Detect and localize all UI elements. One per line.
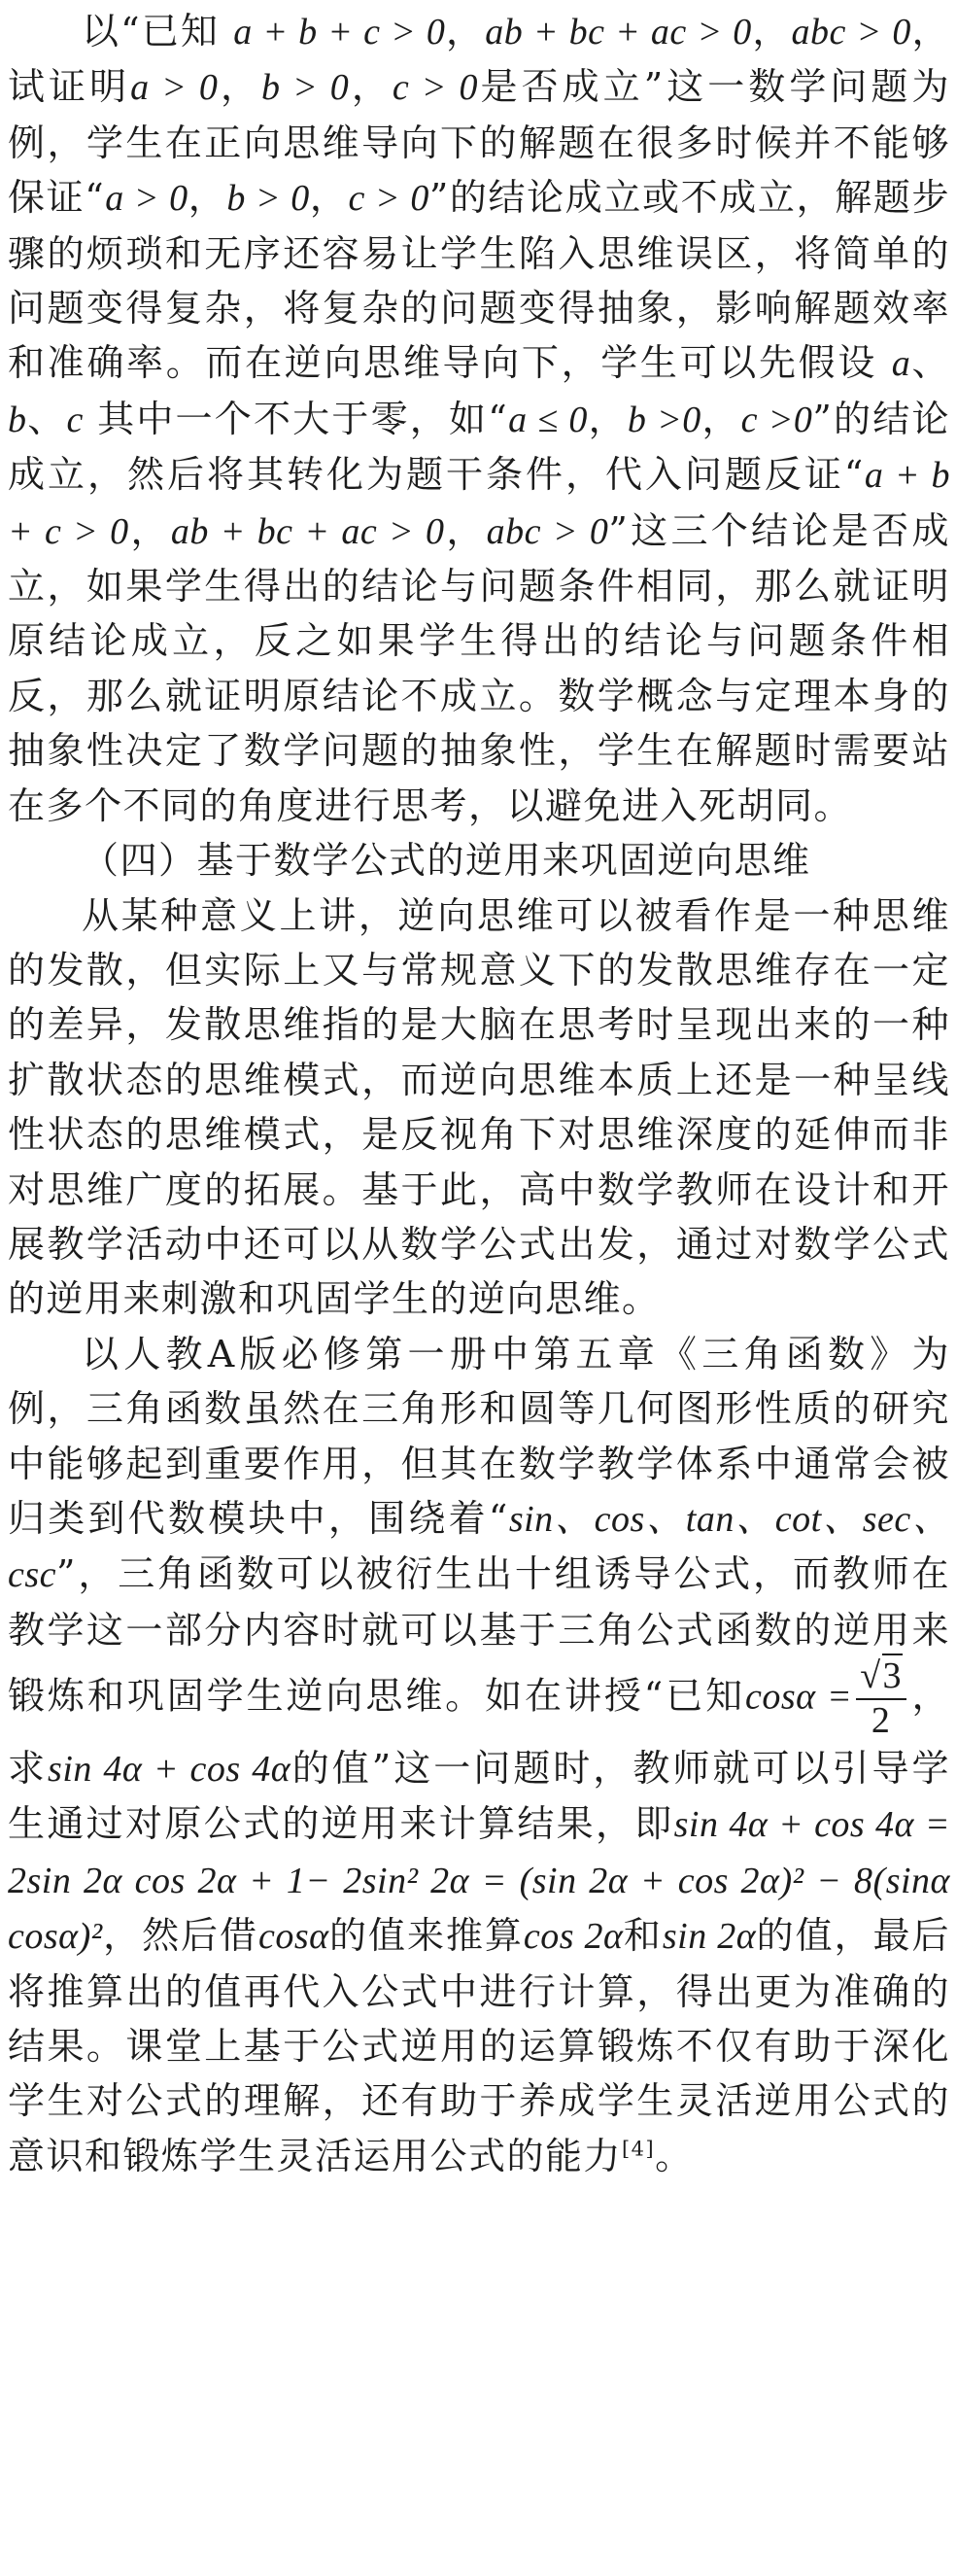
text-run: 是否成立”这一数学问题为例，学生在正向思维导向下的解题在很多时候并不能够保证“ — [8, 65, 950, 220]
math-expression: b — [8, 399, 27, 440]
text-run: 其中一个不大于零，如“ — [83, 397, 509, 440]
cos-alpha-term: cosα — [257, 1916, 329, 1958]
and-text: 和 — [623, 1914, 663, 1958]
text-run: ， — [188, 176, 227, 220]
math-expression: c >0 — [740, 399, 813, 440]
text-run: ， — [445, 10, 486, 52]
math-expression: a ≤ 0 — [508, 399, 588, 440]
given-expression: cosα = — [745, 1676, 853, 1718]
math-expression: c — [66, 399, 84, 440]
text-run: ”这三个结论是否成立，如果学生得出的结论与问题条件相同，那么就证明原结论成立，反之如果学生得出的结论与问题条件相反，那么就证明原结论不成立。数学概念与定理本身的抽象性决定了数学问题的抽象性，学生在解题时需要站在多个不同的角度进行思考，以避免进入死胡同。 — [8, 508, 950, 827]
math-expression: abc > 0 — [791, 12, 911, 52]
math-expression: a > 0 — [130, 67, 219, 109]
sin-2alpha-term: sin 2α — [662, 1916, 757, 1958]
math-expression: c > 0 — [392, 67, 478, 109]
text-run: ， — [218, 65, 262, 109]
sqrt-icon: √ — [860, 1655, 882, 1697]
math-expression: a + b + c > 0 — [8, 455, 950, 552]
math-expression: a — [891, 343, 911, 385]
math-expression: b > 0 — [226, 178, 310, 220]
trig-after-list-text: ”，三角函数可以被衍生出十组诱导公式，而教师在教学这一部分内容时就可以基于三角公式函数的逆用来锻炼和巩固学生逆向思维。如在讲授“已知 — [8, 1552, 950, 1718]
identity-equation: sin 4α + cos 4α = 2sin 2α cos 2α + 1− 2sin² 2α = (sin 2α + cos 2α)² − 8(sinα cosα)² — [8, 1804, 950, 1958]
text-run: 、 — [910, 341, 950, 385]
closing-text: 的值，最后将推算出的值再代入公式中进行计算，得出更为准确的结果。课堂上基于公式逆用的运算锻炼不仅有助于深化学生对公式的理解，还有助于养成学生灵活逆用公式的意识和锻炼学生灵活运用公式的能力 — [8, 1914, 950, 2177]
text-run: ， — [751, 10, 792, 52]
citation-reference: [4] — [622, 2137, 656, 2161]
math-expression: ab + bc + ac > 0 — [170, 510, 445, 552]
fraction-denominator: 2 — [871, 1700, 892, 1742]
math-expression: b > 0 — [261, 67, 350, 109]
paragraph-divergent-thinking: 从某种意义上讲，逆向思维可以被看作是一种思维的发散，但实际上又与常规意义下的发散思维存在一定的差异，发散思维指的是大脑在思考时呈现出来的一种扩散状态的思维模式，而逆向思维本质上还是一种呈线性状态的思维模式，是反视角下对思维深度的延伸而非对思维广度的拓展。基于此，高中数学教师在设计和开展教学活动中还可以从数学公式出发，通过对数学公式的逆用来刺激和巩固学生的逆向思维。 — [8, 893, 950, 1321]
mid-text: 的值来推算 — [328, 1914, 524, 1958]
after-equation-text: ，然后借 — [102, 1914, 258, 1958]
text-run: ， — [349, 65, 393, 109]
math-expression: b >0 — [627, 399, 701, 440]
text-run: ， — [309, 176, 349, 220]
final-period: 。 — [655, 2134, 694, 2177]
text-run: 以“已知 — [82, 10, 234, 52]
text-run: ， — [701, 397, 741, 440]
paragraph-trig-formula-example — [8, 1327, 950, 2183]
cos-2alpha-term: cos 2α — [523, 1916, 624, 1958]
text-run: ， — [128, 508, 171, 552]
fraction-numerator: √3 — [856, 1657, 906, 1700]
text-run: ”的结论成立，然后将其转化为题干条件，代入问题反证“ — [8, 397, 950, 497]
text-run: ”的结论成立或不成立，解题步骤的烦琐和无序还容易让学生陷入思维误区，将简单的问题变得复杂，将复杂的问题变得抽象，影响解题效率和准确率。而在逆向思维导向下，学生可以先假设 — [8, 176, 950, 385]
trig-intro-text: 以人教A版必修第一册中第五章《三角函数》为例，三角函数虽然在三角形和圆等几何图形性质的研究中能够起到重要作用，但其在数学教学体系中通常会被归类到代数模块中，围绕着“ — [8, 1332, 950, 1540]
math-expression: ab + bc + ac > 0 — [485, 12, 752, 52]
ask-suffix-text: 的值”这一问题时，教师就可以引导学生通过对原公式的逆用来计算结果，即 — [8, 1746, 950, 1846]
ask-expression: sin 4α + cos 4α — [48, 1748, 291, 1790]
sqrt3-over-2-fraction — [856, 1657, 906, 1741]
math-expression: a + b + c > 0 — [233, 12, 446, 52]
section-heading: （四）基于数学公式的逆用来巩固逆向思维 — [82, 839, 811, 883]
math-expression: abc > 0 — [486, 510, 609, 552]
paragraph-reverse-proof-example — [8, 4, 950, 833]
text-run: ， — [587, 397, 628, 440]
text-run: 、 — [26, 397, 67, 440]
math-expression: a > 0 — [105, 178, 188, 220]
text-run: ，试证明 — [8, 10, 950, 109]
trig-function-list: sin、cos、tan、cot、sec、csc — [8, 1498, 950, 1596]
text-run: ， — [444, 508, 487, 552]
math-expression: c > 0 — [348, 178, 429, 220]
article-page — [8, 4, 950, 2570]
ask-prefix-text: ，求 — [8, 1674, 950, 1790]
